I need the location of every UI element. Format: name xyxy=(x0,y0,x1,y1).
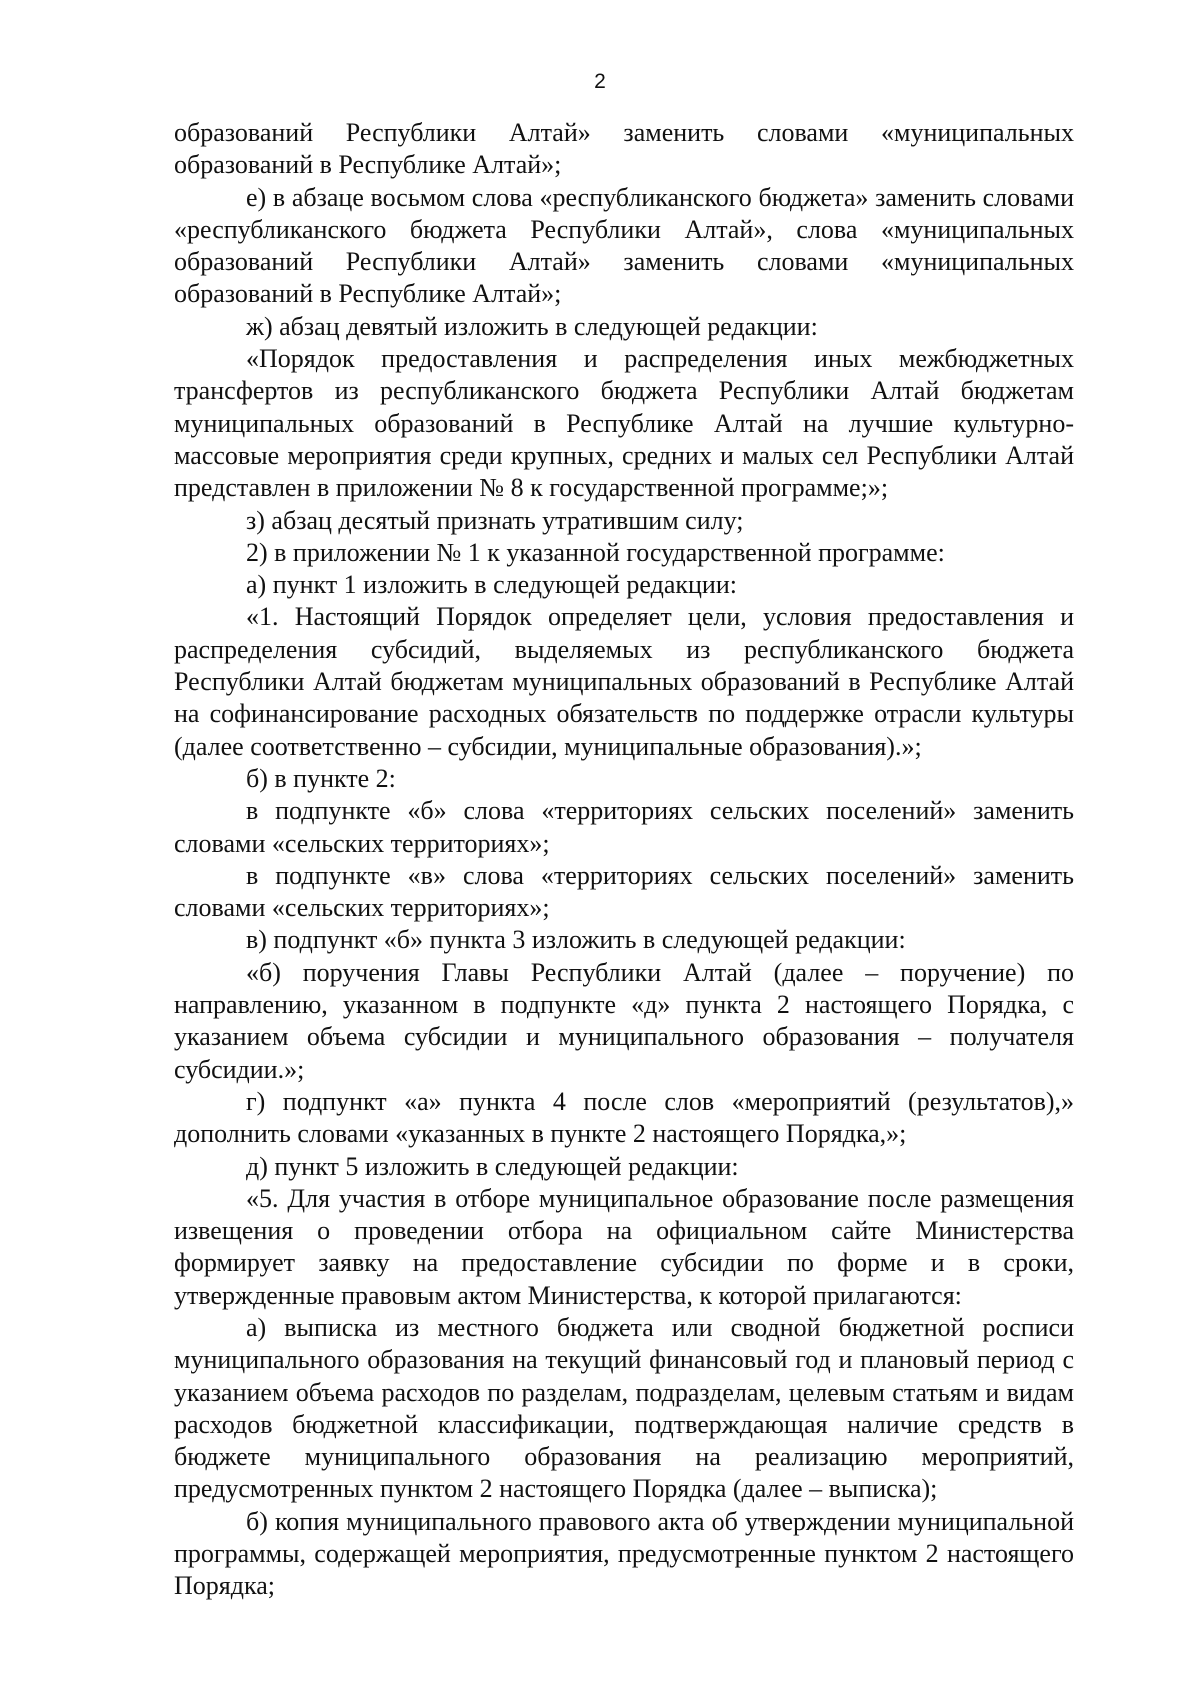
paragraph: в подпункте «б» слова «территориях сельских поселений» заменить словами «сельских территориях»; xyxy=(174,796,1074,858)
paragraph: 2) в приложении № 1 к указанной государственной программе: xyxy=(246,537,945,567)
paragraph: б) копия муниципального правового акта об утверждении муниципальной программы, содержащей мероприятия, предусмотренные пунктом 2 настоящего Порядка; xyxy=(174,1506,1074,1601)
paragraph: образований Республики Алтай» заменить словами «муниципальных образований в Республике Алтай»; xyxy=(174,118,1074,180)
paragraph: е) в абзаце восьмом слова «республиканского бюджета» заменить словами «республиканского бюджета Республики Алтай», слова «муниципальных образований Республики Алтай» заменить словами «муниципальных образований в Республике Алтай»; xyxy=(174,182,1074,309)
paragraph: а) выписка из местного бюджета или сводной бюджетной росписи муниципального образования на текущий финансовый год и плановый период с указанием объема расходов по разделам, подразделам, целевым статьям и видам расходов бюджетной классификации, подтверждающая наличие средств в бюджете муниципального образования на реализацию мероприятий, предусмотренных пунктом 2 настоящего Порядка (далее – выписка); xyxy=(174,1312,1074,1504)
paragraph: б) в пункте 2: xyxy=(246,763,396,793)
paragraph: «1. Настоящий Порядок определяет цели, условия предоставления и распределения субсидий, выделяемых из республиканского бюджета Республики Алтай бюджетам муниципальных образований в Республике Алтай на софинансирование расходных обязательств по поддержке отрасли культуры (далее соответственно – субсидии, муниципальные образования).»; xyxy=(174,602,1074,761)
paragraph: «Порядок предоставления и распределения иных межбюджетных трансфертов из республиканского бюджета Республики Алтай бюджетам муниципальных образований в Республике Алтай на лучшие культурно-массовые мероприятия среди крупных, средних и малых сел Республики Алтай представлен в приложении № 8 к государственной программе;»; xyxy=(174,344,1074,503)
paragraph: г) подпункт «а» пункта 4 после слов «мероприятий (результатов),» дополнить словами «указанных в пункте 2 настоящего Порядка,»; xyxy=(174,1086,1074,1149)
paragraph: в подпункте «в» слова «территориях сельских поселений» заменить словами «сельских территориях»; xyxy=(174,860,1074,923)
paragraph: з) абзац десятый признать утратившим силу; xyxy=(246,505,744,535)
document-body xyxy=(174,117,1074,1603)
paragraph: ж) абзац девятый изложить в следующей редакции: xyxy=(246,311,818,341)
page-number: 2 xyxy=(594,70,606,93)
paragraph: а) пункт 1 изложить в следующей редакции: xyxy=(246,570,737,600)
paragraph: «5. Для участия в отборе муниципальное образование после размещения извещения о проведении отбора на официальном сайте Министерства формирует заявку на предоставление субсидии по форме и в сроки, утвержденные правовым актом Министерства, к которой прилагаются: xyxy=(174,1183,1074,1310)
paragraph: д) пункт 5 изложить в следующей редакции: xyxy=(246,1151,739,1181)
paragraph: «б) поручения Главы Республики Алтай (далее – поручение) по направлению, указанном в подпункте «д» пункта 2 настоящего Порядка, с указанием объема субсидии и муниципального образования – получателя субсидии.»; xyxy=(174,957,1074,1084)
paragraph: в) подпункт «б» пункта 3 изложить в следующей редакции: xyxy=(246,925,906,955)
